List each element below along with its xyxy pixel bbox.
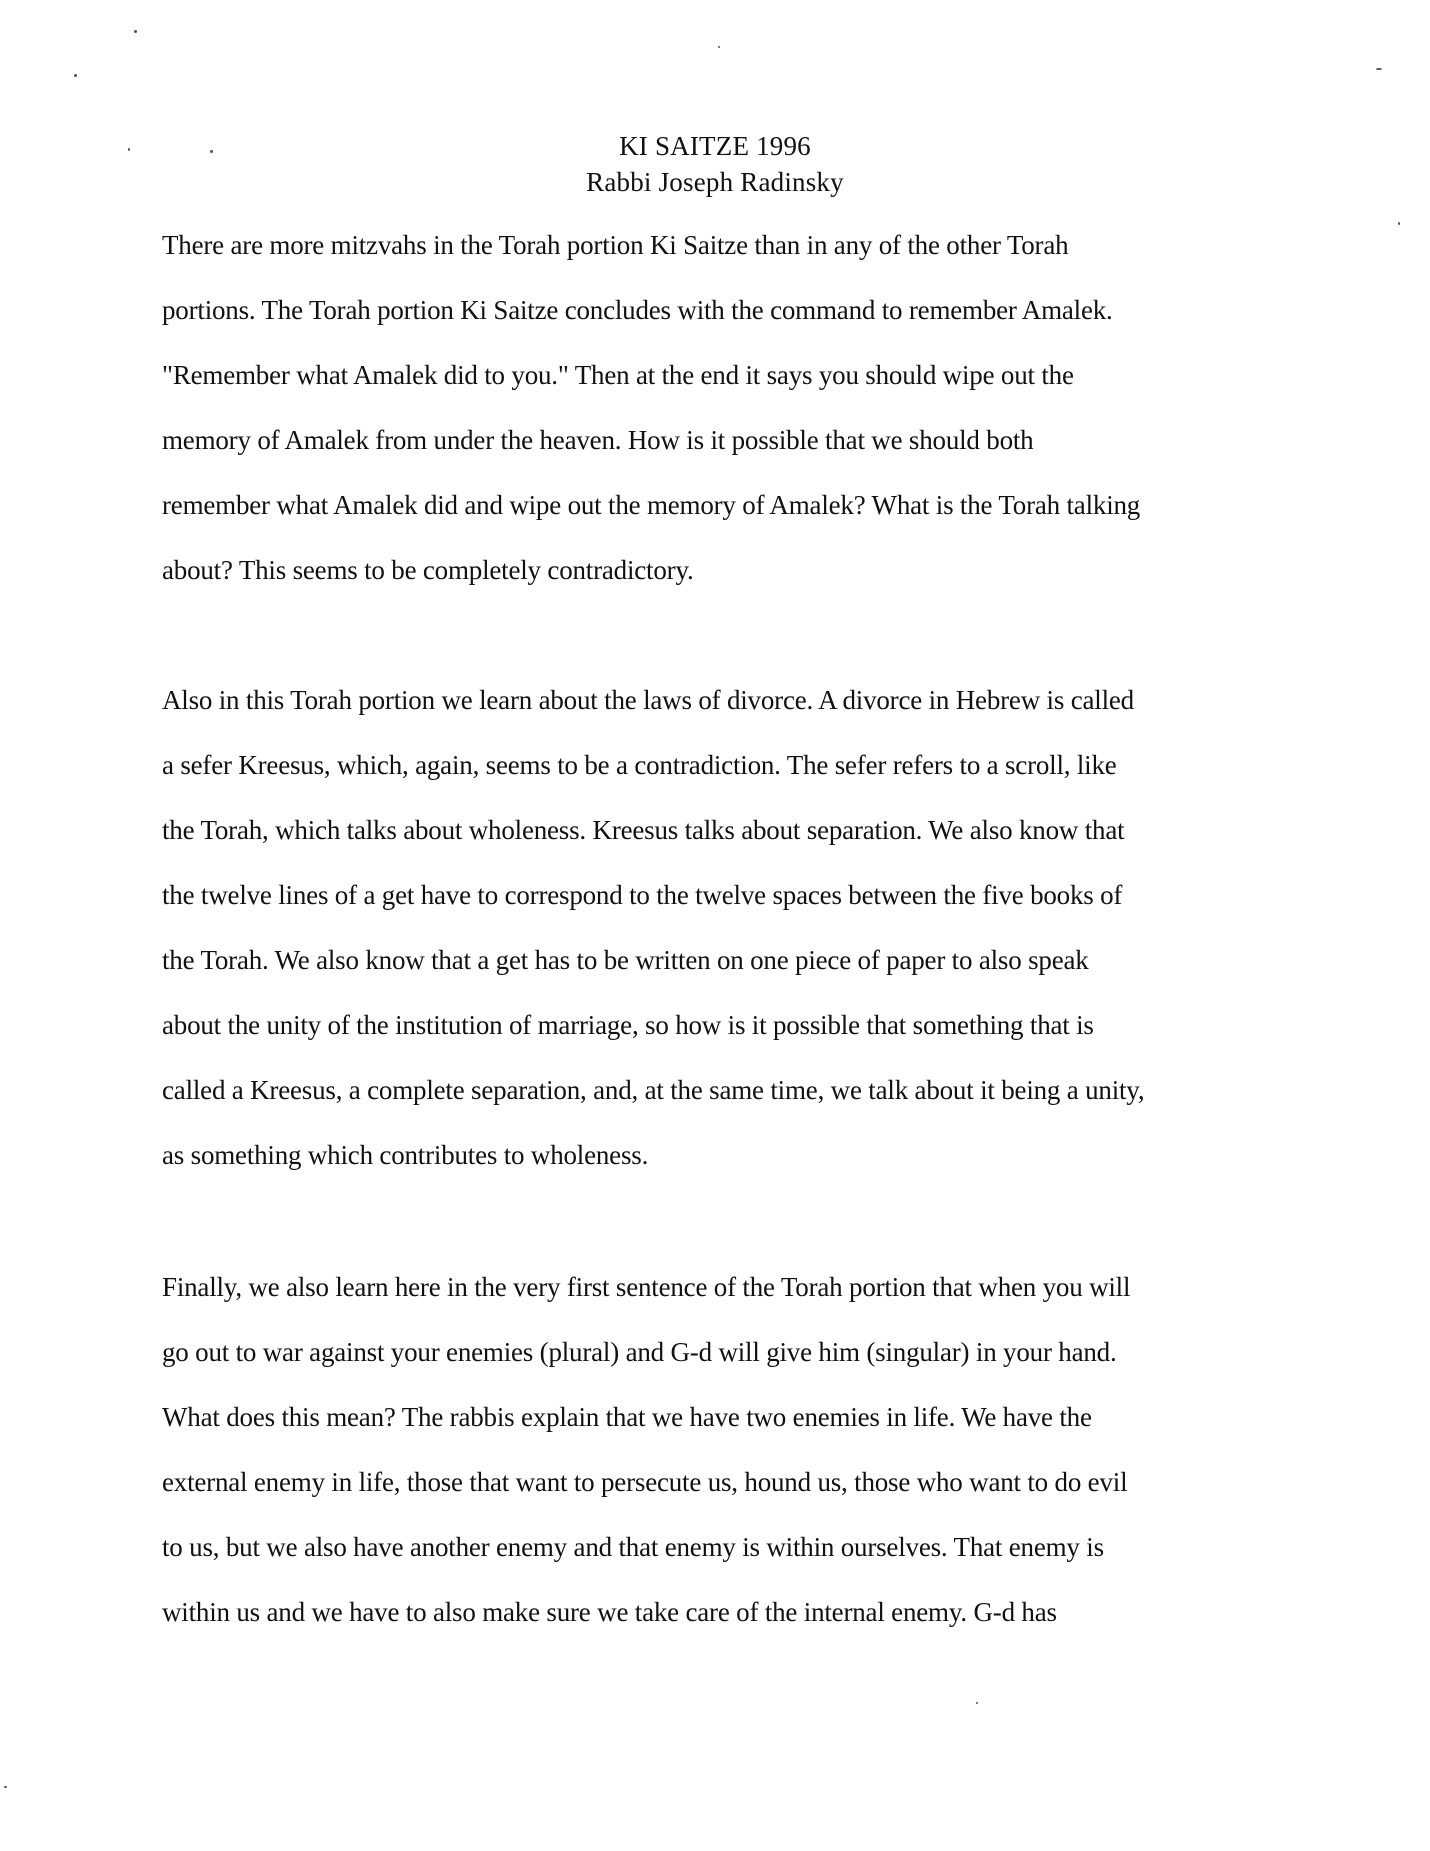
text-line: portions. The Torah portion Ki Saitze concludes with the command to remember Amalek. [162,295,1113,325]
text-line: called a Kreesus, a complete separation, and, at the same time, we talk about it being a unity, [162,1075,1145,1105]
text-line: the Torah, which talks about wholeness. Kreesus talks about separation. We also know that [162,815,1125,845]
scan-speck [718,46,720,48]
document-author: Rabbi Joseph Radinsky [586,167,844,197]
text-line: "Remember what Amalek did to you." Then at the end it says you should wipe out the [162,360,1074,390]
scan-speck [128,148,130,151]
text-line: Also in this Torah portion we learn about the laws of divorce. A divorce in Hebrew is called [162,685,1134,715]
scan-speck [74,74,77,77]
text-line: a sefer Kreesus, which, again, seems to be a contradiction. The sefer refers to a scroll, like [162,750,1117,780]
text-line: as something which contributes to wholeness. [162,1140,649,1170]
text-line: memory of Amalek from under the heaven. How is it possible that we should both [162,425,1034,455]
scan-speck [210,150,213,153]
text-line: about? This seems to be completely contradictory. [162,555,694,585]
text-line: go out to war against your enemies (plural) and G-d will give him (singular) in your hand. [162,1337,1117,1367]
paragraph-2 [162,668,1267,1188]
text-line: What does this mean? The rabbis explain that we have two enemies in life. We have the [162,1402,1092,1432]
text-line: the twelve lines of a get have to correspond to the twelve spaces between the five books of [162,880,1123,910]
paragraph-1 [162,213,1267,603]
scan-speck [976,1702,978,1704]
scan-speck [1398,222,1400,225]
scan-speck [4,1786,7,1788]
text-line: Finally, we also learn here in the very first sentence of the Torah portion that when you will [162,1272,1131,1302]
paragraph-3 [162,1255,1267,1645]
document-header [0,128,1430,200]
text-line: external enemy in life, those that want to persecute us, hound us, those who want to do evil [162,1467,1128,1497]
text-line: within us and we have to also make sure we take care of the internal enemy. G-d has [162,1597,1057,1627]
text-line: about the unity of the institution of marriage, so how is it possible that something that is [162,1010,1094,1040]
text-line: remember what Amalek did and wipe out the memory of Amalek? What is the Torah talking [162,490,1141,520]
text-line: There are more mitzvahs in the Torah portion Ki Saitze than in any of the other Torah [162,230,1069,260]
document-title: KI SAITZE 1996 [619,131,811,161]
text-line: to us, but we also have another enemy and that enemy is within ourselves. That enemy is [162,1532,1104,1562]
scan-speck [134,30,137,33]
text-line: the Torah. We also know that a get has to be written on one piece of paper to also speak [162,945,1089,975]
scan-speck [1376,68,1382,70]
